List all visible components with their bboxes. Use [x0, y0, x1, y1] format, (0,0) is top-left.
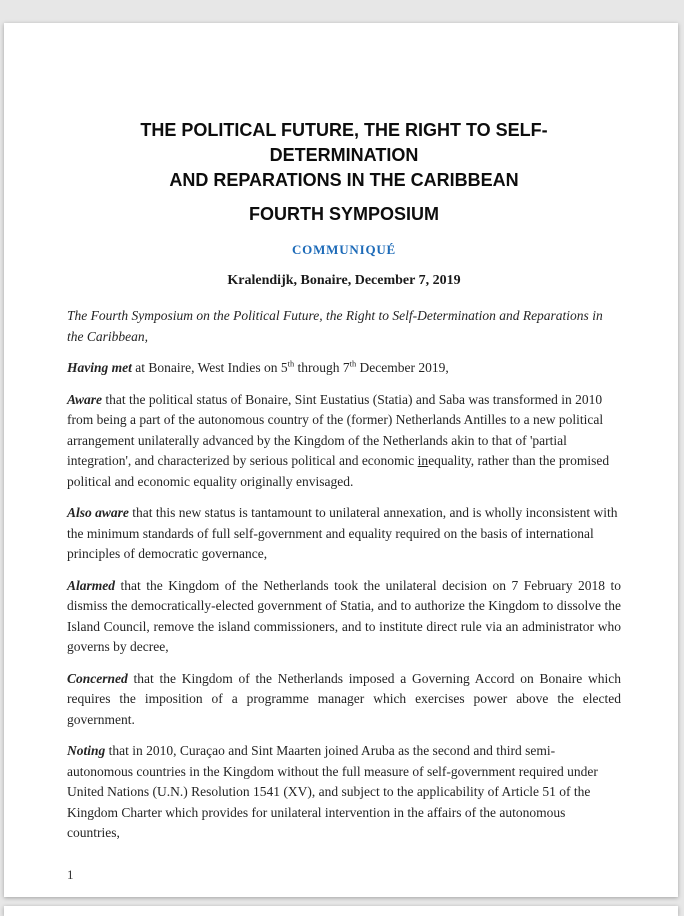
- page-1: [4, 23, 678, 897]
- paragraph-4: Also aware that this new status is tantamount to unilateral annexation, and is wholly inconsistent with the minimum standards of full self-government and equality required on the basis of international principles of democratic governance,: [67, 505, 618, 561]
- paragraph-3: Aware that the political status of Bonaire, Sint Eustatius (Statia) and Saba was transformed in 2010 from being a part of the autonomous country of the (former) Netherlands Antilles to a new political arrangement unilaterally advanced by the Kingdom of the Netherlands akin to that of 'partial integration', and characterized by serious political and economic inequality, rather than the promised political and economic equality originally envisaged.: [67, 391, 610, 489]
- page-number: 1: [67, 866, 74, 882]
- paragraph-6: Concerned that the Kingdom of the Netherlands imposed a Governing Accord on Bonaire which requires the imposition of a programme manager which exercises power above the elected government.: [67, 670, 621, 727]
- paragraph-lead-word: Concerned: [67, 670, 128, 686]
- paragraph-lead-word: Also aware: [67, 505, 129, 520]
- paragraph-5: Alarmed that the Kingdom of the Netherlands took the unilateral decision on 7 February 2018 to dismiss the democratically-elected government of Statia, and to authorize the Kingdom to dissolve the Island Council, remove the island commissioners, and to institute direct rule via an administrator who governs by decree,: [67, 577, 621, 654]
- document-body: [67, 306, 621, 844]
- title-line-1: THE POLITICAL FUTURE, THE RIGHT TO SELF-DETERMINATION: [140, 120, 548, 165]
- paragraph-lead-word: Having met: [67, 360, 132, 375]
- paragraph-lead-word: Aware: [67, 391, 103, 407]
- paragraph-2: Having met at Bonaire, West Indies on 5th through 7th December 2019,: [67, 359, 449, 375]
- page-2-top-edge: [4, 906, 678, 916]
- paragraph-lead-word: Alarmed: [67, 577, 116, 593]
- symposium-heading: FOURTH SYMPOSIUM: [248, 204, 439, 224]
- communique-heading: COMMUNIQUÉ: [291, 242, 397, 257]
- document-title: [67, 118, 621, 193]
- paragraph-1: The Fourth Symposium on the Political Future, the Right to Self-Determination and Reparations in the Caribbean,: [67, 308, 603, 344]
- paragraph-7: Noting that in 2010, Curaçao and Sint Maarten joined Aruba as the second and third semi-autonomous countries in the Kingdom without the full measure of self-government required under United Nations (U.N.) Resolution 1541 (XV), and subject to the applicability of Article 51 of the Kingdom Charter which provides for unilateral intervention in the affairs of the autonomous countries,: [67, 743, 598, 840]
- title-line-2: AND REPARATIONS IN THE CARIBBEAN: [169, 170, 519, 190]
- paragraph-lead-word: Noting: [67, 743, 106, 758]
- dateline: Kralendijk, Bonaire, December 7, 2019: [227, 273, 461, 288]
